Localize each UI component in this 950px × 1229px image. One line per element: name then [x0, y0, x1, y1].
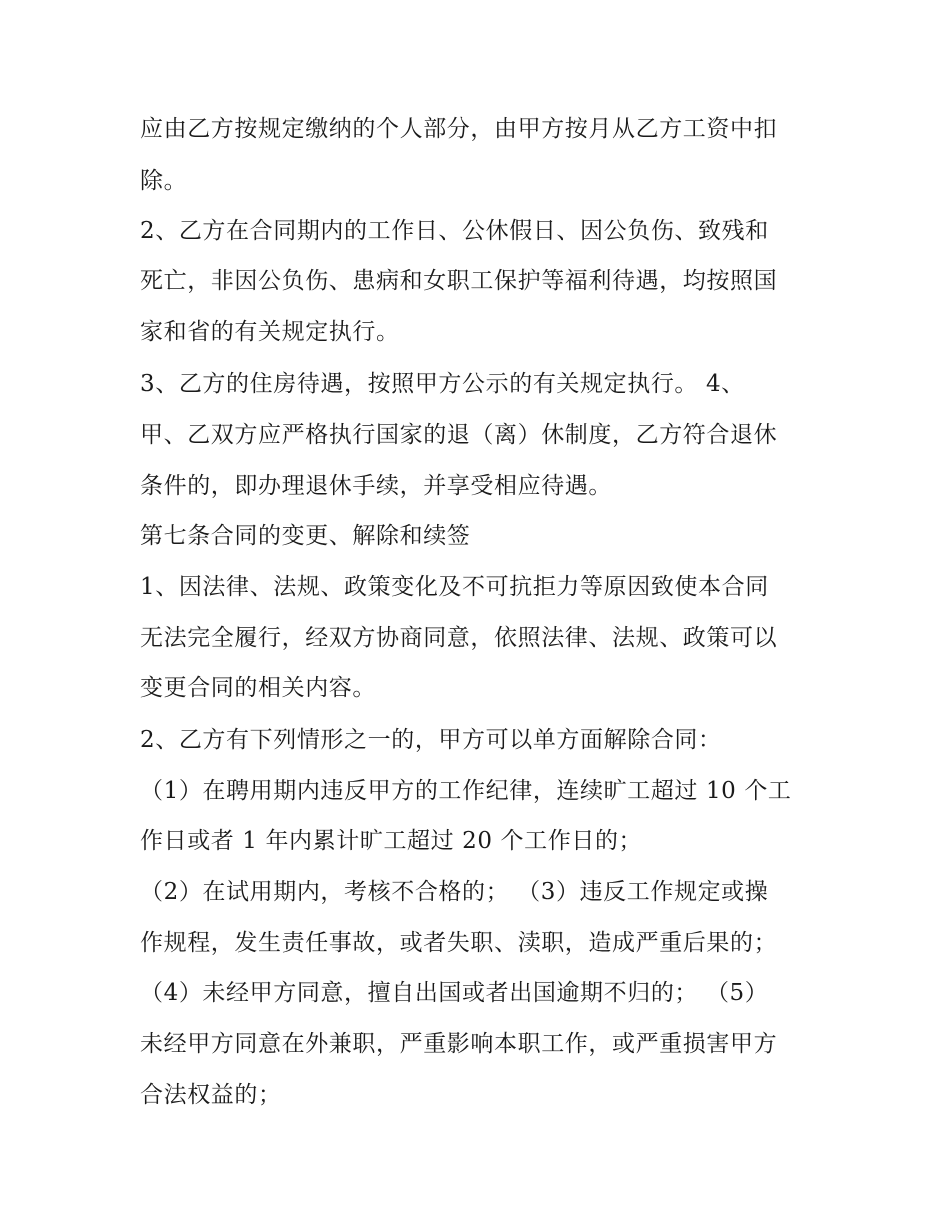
text-line: 应由乙方按规定缴纳的个人部分，由甲方按月从乙方工资中扣	[140, 116, 778, 142]
text-line: 无法完全履行，经双方协商同意，依照法律、法规、政策可以	[140, 625, 778, 651]
text-line: 条件的，即办理退休手续，并享受相应待遇。	[140, 473, 612, 499]
text-line: （1）在聘用期内违反甲方的工作纪律，连续旷工超过 10 个工	[140, 778, 792, 804]
text-line: 未经甲方同意在外兼职，严重影响本职工作，或严重损害甲方	[140, 1031, 778, 1057]
text-line: 家和省的有关规定执行。	[140, 319, 400, 345]
text-line: 变更合同的相关内容。	[140, 675, 376, 701]
text-line: 2、乙方有下列情形之一的，甲方可以单方面解除合同：	[140, 727, 722, 753]
text-line: 死亡，非因公负伤、患病和女职工保护等福利待遇，均按照国	[140, 268, 778, 294]
text-line: 1、因法律、法规、政策变化及不可抗拒力等原因致使本合同	[140, 574, 769, 600]
text-line: 除。	[140, 168, 188, 194]
text-line: （4）未经甲方同意，擅自出国或者出国逾期不归的； （5）	[140, 980, 769, 1006]
text-line: 甲、乙双方应严格执行国家的退（离）休制度，乙方符合退休	[140, 422, 778, 448]
text-line: 作规程，发生责任事故，或者失职、渎职，造成严重后果的；	[140, 930, 778, 956]
text-line: 3、乙方的住房待遇，按照甲方公示的有关规定执行。 4、	[140, 371, 745, 397]
text-line: 2、乙方在合同期内的工作日、公休假日、因公负伤、致残和	[140, 218, 769, 244]
text-line: 作日或者 1 年内累计旷工超过 20 个工作日的；	[140, 828, 643, 854]
text-line: （2）在试用期内，考核不合格的； （3）违反工作规定或操	[140, 879, 769, 905]
section-heading: 第七条合同的变更、解除和续签	[140, 523, 471, 549]
text-line: 合法权益的；	[140, 1082, 282, 1108]
